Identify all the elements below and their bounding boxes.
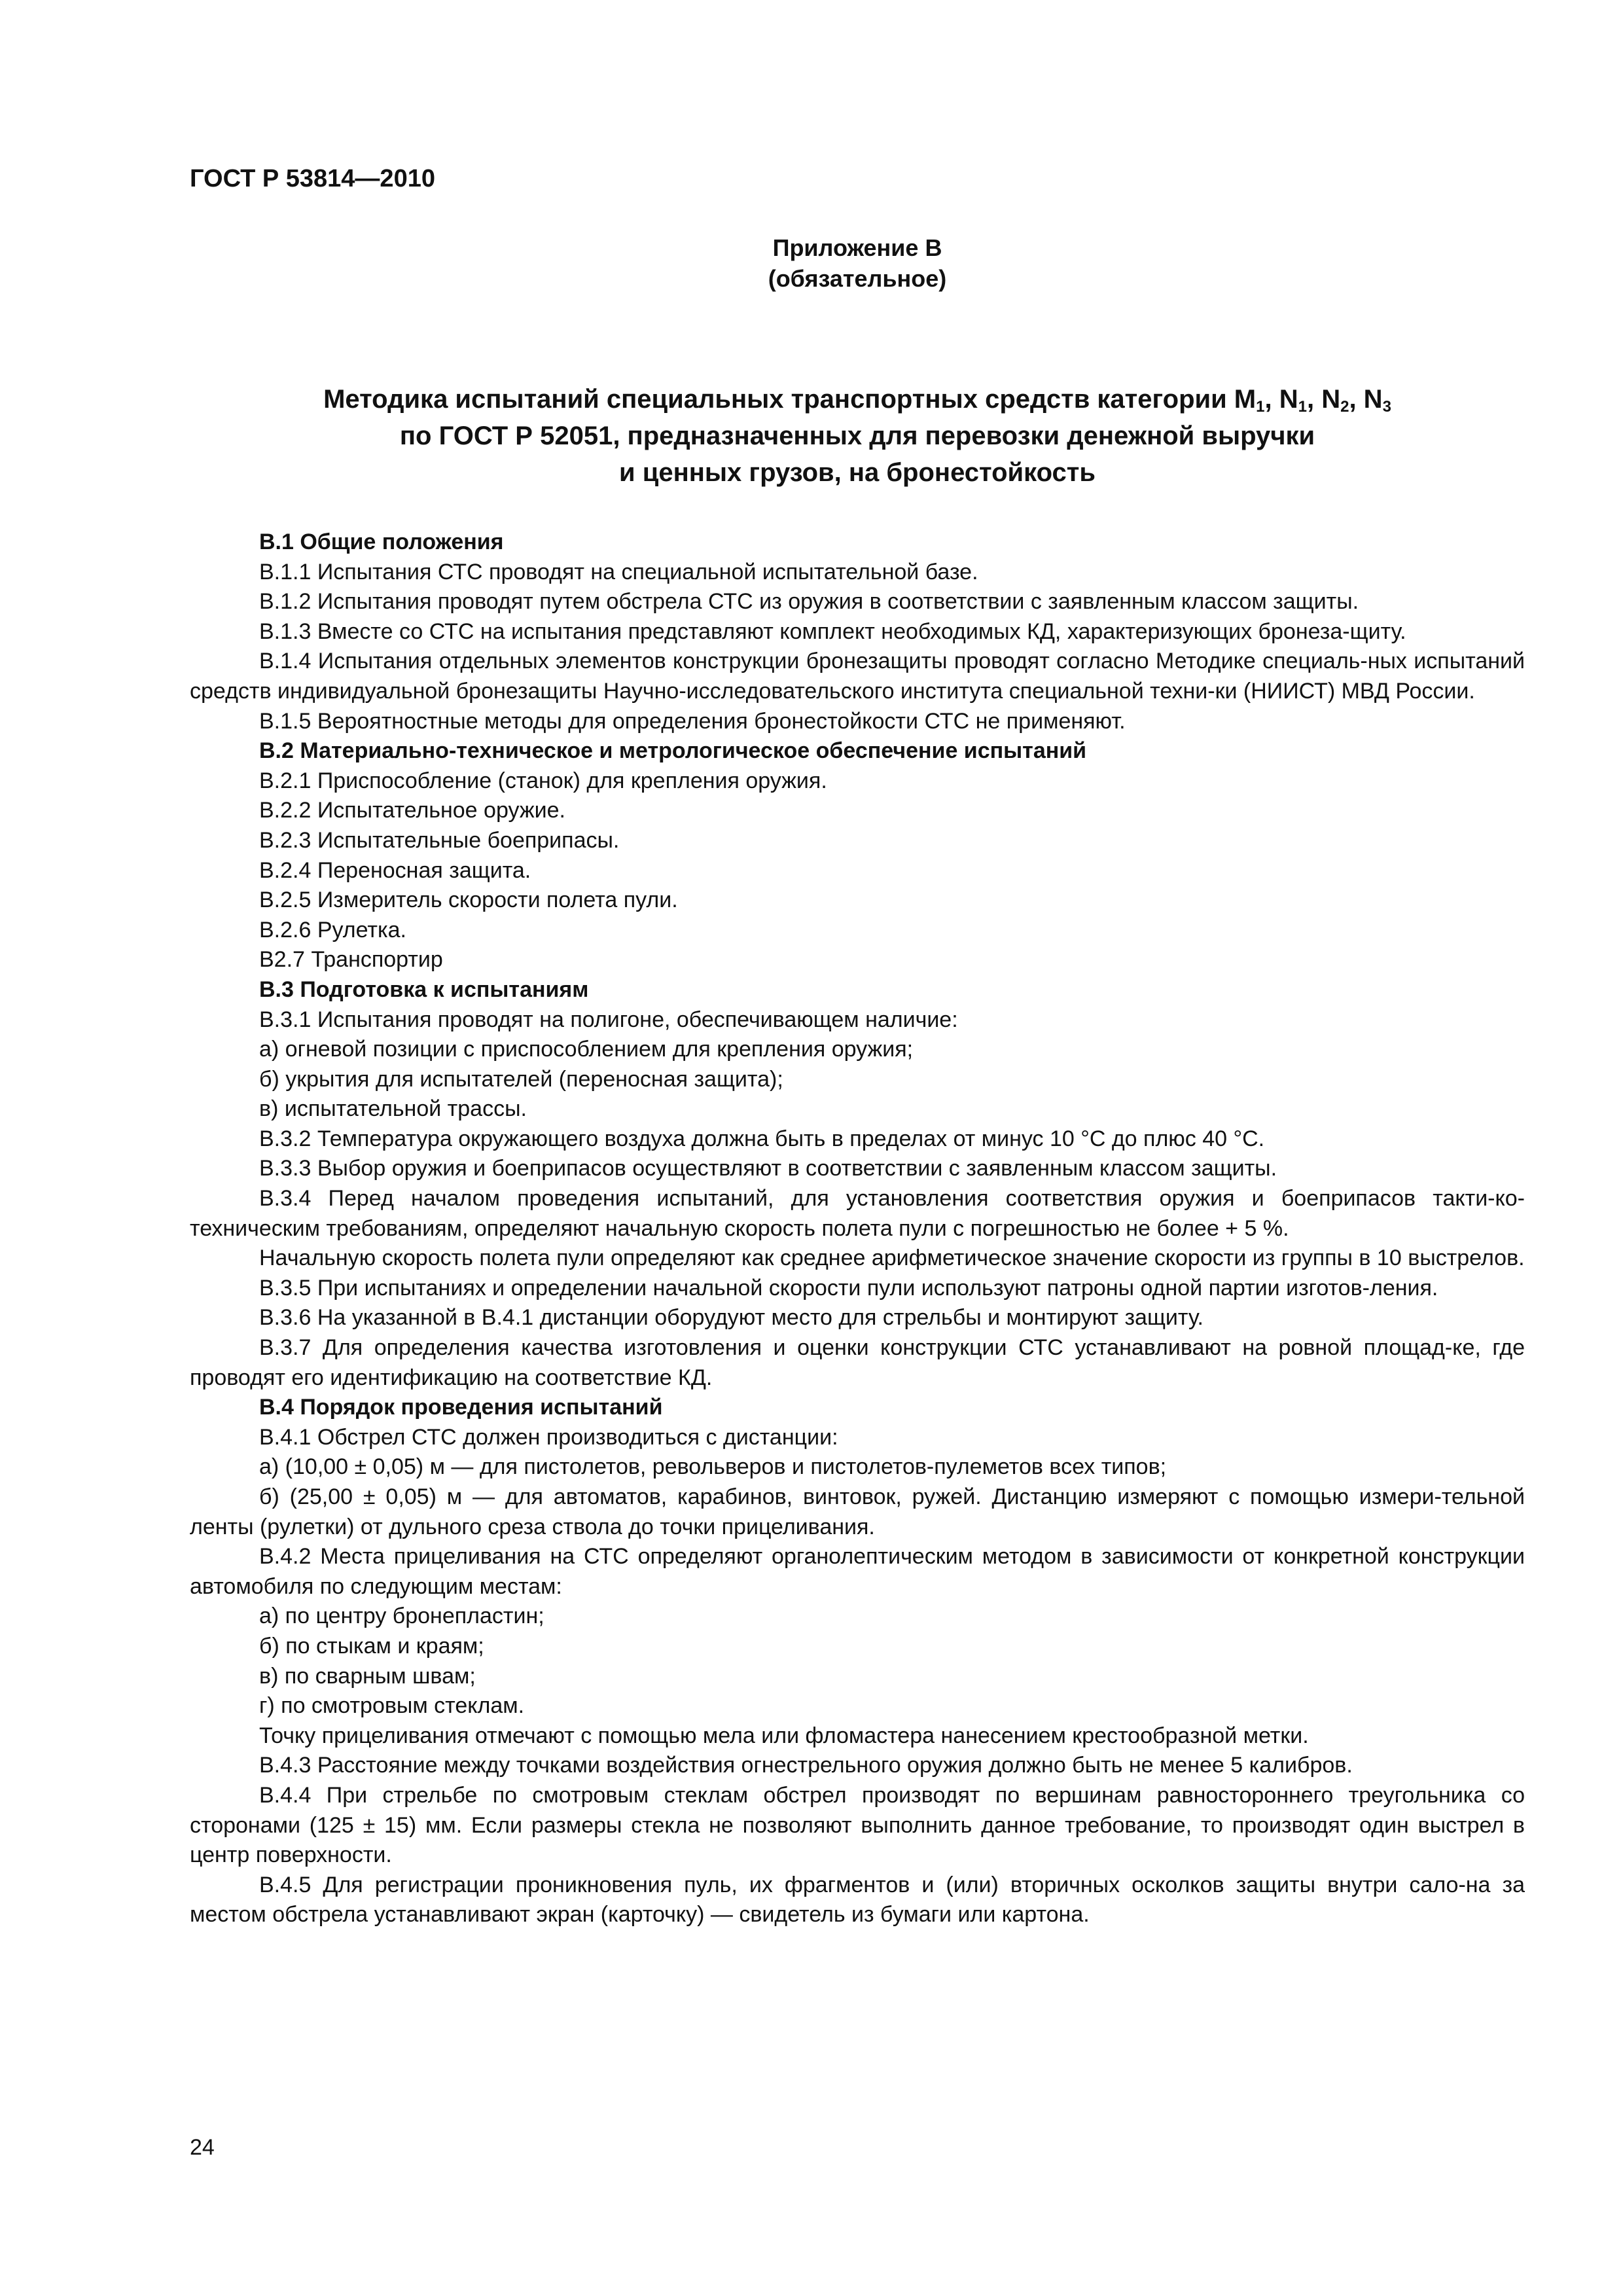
title-line-1: Методика испытаний специальных транспортных средств категории $M_1$, $N_1$, $N_2$, $N_3$ [323,385,1391,416]
body-paragraph: В.3.1 Испытания проводят на полигоне, обеспечивающем наличие: [259,1007,958,1032]
appendix-status: (обязательное) [768,265,947,292]
body-paragraph: В.4.1 Обстрел СТС должен производиться с дистанции: [259,1424,838,1450]
body-paragraph: Точку прицеливания отмечают с помощью мела или фломастера нанесением крестообразной метки. [259,1723,1309,1748]
body-paragraph: В.2.6 Рулетка. [259,917,406,942]
body-paragraph: а) по центру бронепластин; [259,1604,544,1629]
appendix-label: Приложение В [772,234,942,261]
body-paragraph: В.4.5 Для регистрации проникновения пуль, их фрагментов и (или) вторичных осколков защиты внутри сало-на за местом обстрела устанавливают экран (карточку) — свидетель из бумаги или картона. [190,1872,1525,1928]
title-line-2: по ГОСТ Р 52051, предназначенных для перевозки денежной выручки [399,422,1315,450]
body-paragraph: Начальную скорость полета пули определяют как среднее арифметическое значение скорости из группы в 10 выстрелов. [259,1246,1525,1271]
body-paragraph: В.2.3 Испытательные боеприпасы. [259,827,620,853]
body-paragraph: г) по смотровым стеклам. [259,1693,525,1719]
body-paragraph: В.2.2 Испытательное оружие. [259,798,565,823]
body-paragraph: В.3.2 Температура окружающего воздуха должна быть в пределах от минус 10 °С до плюс 40 °С. [259,1126,1265,1151]
body-paragraph: в) по сварным швам; [259,1663,476,1689]
body-paragraph: В.3.4 Перед началом проведения испытаний, для установления соответствия оружия и боеприпасов такти-ко-техническим требованиям, определяют начальную скорость полета пули с погрешностью не более + 5 %. [190,1186,1525,1241]
section-heading: В.1 Общие положения [259,529,504,554]
body-paragraph: В.4.2 Места прицеливания на СТС определяют органолептическим методом в зависимости от конкретной конструкции автомобиля по следующим местам: [190,1544,1525,1599]
body-paragraph: В.3.3 Выбор оружия и боеприпасов осуществляют в соответствии с заявленным классом защиты. [259,1156,1277,1181]
body-paragraph: В.1.4 Испытания отдельных элементов конструкции бронезащиты проводят согласно Методике специаль-ных испытаний средств индивидуальной бронезащиты Научно-исследовательского института специальной техни-ки (НИИСТ) МВД России. [190,649,1525,704]
methodology-title [190,381,1525,491]
body-paragraph: В.1.1 Испытания СТС проводят на специальной испытательной базе. [259,559,978,584]
body-paragraph: б) (25,00 ± 0,05) м — для автоматов, карабинов, винтовок, ружей. Дистанцию измеряют с помощью измери-тельной ленты (рулетки) от дульного среза ствола до точки прицеливания. [190,1484,1525,1539]
page-number: 24 [190,2135,215,2160]
body-paragraph: В.1.5 Вероятностные методы для определения бронестойкости СТС не применяют. [259,708,1126,734]
body-paragraph: б) по стыкам и краям; [259,1633,484,1659]
document-code: ГОСТ Р 53814—2010 [190,165,435,192]
body-paragraph: а) огневой позиции с приспособлением для крепления оружия; [259,1037,914,1062]
body-paragraph: В.4.4 При стрельбе по смотровым стеклам обстрел производят по вершинам равностороннего треугольника со сторонами (125 ± 15) мм. Если размеры стекла не позволяют выполнить данное требование, то производят один выстрел в центр поверхности. [190,1782,1525,1868]
body-paragraph: В.3.7 Для определения качества изготовления и оценки конструкции СТС устанавливают на ровной площад-ке, где проводят его идентификацию на соответствие КД. [190,1335,1525,1390]
body-paragraph: В.2.1 Приспособление (станок) для крепления оружия. [259,768,827,793]
body-paragraph: В.3.6 На указанной в В.4.1 дистанции оборудуют место для стрельбы и монтируют защиту. [259,1305,1204,1331]
body-paragraph: В.3.5 При испытаниях и определении начальной скорости пули используют патроны одной партии изготов-ления. [259,1275,1438,1300]
body-paragraph: а) (10,00 ± 0,05) м — для пистолетов, револьверов и пистолетов-пулеметов всех типов; [259,1454,1167,1480]
body-paragraph: В.2.5 Измеритель скорости полета пули. [259,888,678,913]
body-paragraph: В.1.3 Вместе со СТС на испытания представляют комплект необходимых КД, характеризующих бронеза-щиту. [259,619,1406,644]
section-heading: В.3 Подготовка к испытаниям [259,977,589,1002]
body-paragraph: б) укрытия для испытателей (переносная защита); [259,1066,783,1092]
appendix-heading [190,232,1525,294]
document-body [190,528,1525,1930]
body-paragraph: в) испытательной трассы. [259,1096,527,1122]
body-paragraph: В.4.3 Расстояние между точками воздействия огнестрельного оружия должно быть не менее 5 калибров. [259,1753,1353,1778]
section-heading: В.2 Материально-техническое и метрологическое обеспечение испытаний [259,738,1087,764]
title-line-3: и ценных грузов, на бронестойкость [619,458,1096,487]
body-paragraph: В2.7 Транспортир [259,947,443,973]
body-paragraph: В.2.4 Переносная защита. [259,857,531,883]
section-heading: В.4 Порядок проведения испытаний [259,1395,663,1420]
body-paragraph: В.1.2 Испытания проводят путем обстрела СТС из оружия в соответствии с заявленным классом защиты. [259,589,1359,615]
